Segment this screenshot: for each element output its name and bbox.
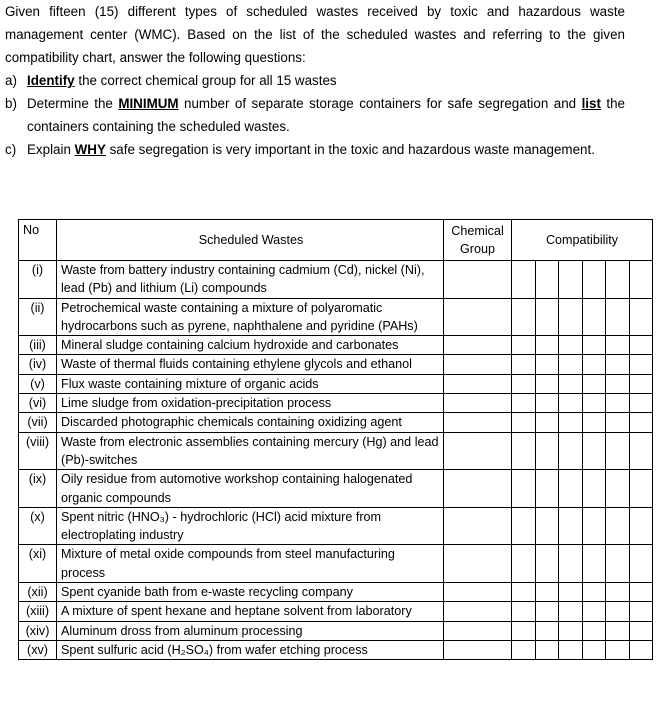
compatibility-cell[interactable] <box>629 621 653 640</box>
compatibility-cell[interactable] <box>629 413 653 432</box>
compatibility-cell[interactable] <box>582 413 606 432</box>
question-c: c) Explain WHY safe segregation is very important in the toxic and hazardous waste management. <box>5 138 625 161</box>
compatibility-cell[interactable] <box>535 413 559 432</box>
chemical-group-cell[interactable] <box>444 602 512 621</box>
compatibility-cell[interactable] <box>582 298 606 336</box>
compatibility-cell[interactable] <box>512 621 536 640</box>
compatibility-cell[interactable] <box>629 602 653 621</box>
compatibility-cell[interactable] <box>606 298 630 336</box>
table-row <box>19 298 653 336</box>
row-number: (vi) <box>19 394 57 413</box>
compatibility-cell[interactable] <box>559 432 583 470</box>
row-number: (x) <box>19 507 57 545</box>
compatibility-cell[interactable] <box>559 298 583 336</box>
waste-description: Mixture of metal oxide compounds from steel manufacturing process <box>57 545 444 583</box>
compatibility-cell[interactable] <box>535 374 559 393</box>
compatibility-cell[interactable] <box>606 583 630 602</box>
chemical-group-cell[interactable] <box>444 336 512 355</box>
compatibility-cell[interactable] <box>535 336 559 355</box>
compatibility-cell[interactable] <box>559 621 583 640</box>
compatibility-cell[interactable] <box>512 545 536 583</box>
compatibility-cell[interactable] <box>535 298 559 336</box>
compatibility-cell[interactable] <box>606 545 630 583</box>
compatibility-cell[interactable] <box>559 355 583 374</box>
table-row <box>19 413 653 432</box>
chemical-group-cell[interactable] <box>444 298 512 336</box>
emphasis: WHY <box>74 142 106 157</box>
compatibility-cell[interactable] <box>606 413 630 432</box>
compatibility-cell[interactable] <box>582 470 606 508</box>
compatibility-cell[interactable] <box>582 374 606 393</box>
compatibility-cell[interactable] <box>582 507 606 545</box>
compatibility-cell[interactable] <box>512 640 536 659</box>
emphasis: Identify <box>27 73 75 88</box>
compatibility-cell[interactable] <box>582 545 606 583</box>
header-wastes: Scheduled Wastes <box>57 220 444 261</box>
table-row <box>19 621 653 640</box>
compatibility-cell[interactable] <box>559 507 583 545</box>
chemical-group-cell[interactable] <box>444 545 512 583</box>
question-b: b) Determine the MINIMUM number of separate storage containers for safe segregation and list the containers containing the scheduled wastes. <box>5 92 625 138</box>
compatibility-cell[interactable] <box>582 602 606 621</box>
compatibility-cell[interactable] <box>559 640 583 659</box>
question-label: b) <box>5 96 17 111</box>
compatibility-cell[interactable] <box>535 470 559 508</box>
compatibility-cell[interactable] <box>559 470 583 508</box>
waste-description: Waste of thermal fluids containing ethylene glycols and ethanol <box>57 355 444 374</box>
compatibility-cell[interactable] <box>606 374 630 393</box>
table-row <box>19 374 653 393</box>
table-body <box>19 261 653 660</box>
waste-description: A mixture of spent hexane and heptane solvent from laboratory <box>57 602 444 621</box>
compatibility-cell[interactable] <box>512 261 536 299</box>
compatibility-cell[interactable] <box>512 507 536 545</box>
waste-description: Spent nitric (HNO₃) - hydrochloric (HCl) acid mixture from electroplating industry <box>57 507 444 545</box>
compatibility-cell[interactable] <box>559 374 583 393</box>
chemical-group-cell[interactable] <box>444 640 512 659</box>
compatibility-cell[interactable] <box>606 432 630 470</box>
table-row <box>19 355 653 374</box>
header-compatibility: Compatibility <box>512 220 653 261</box>
compatibility-cell[interactable] <box>512 583 536 602</box>
compatibility-cell[interactable] <box>535 432 559 470</box>
chemical-group-cell[interactable] <box>444 621 512 640</box>
compatibility-cell[interactable] <box>535 394 559 413</box>
compatibility-cell[interactable] <box>535 261 559 299</box>
row-number: (v) <box>19 374 57 393</box>
row-number: (vii) <box>19 413 57 432</box>
compatibility-cell[interactable] <box>629 394 653 413</box>
compatibility-cell[interactable] <box>606 640 630 659</box>
table-row <box>19 394 653 413</box>
chemical-group-cell[interactable] <box>444 470 512 508</box>
compatibility-cell[interactable] <box>629 374 653 393</box>
compatibility-cell[interactable] <box>535 507 559 545</box>
compatibility-cell[interactable] <box>606 355 630 374</box>
question-a: a) Identify the correct chemical group for all 15 wastes <box>5 69 625 92</box>
compatibility-cell[interactable] <box>559 583 583 602</box>
waste-description: Petrochemical waste containing a mixture of polyaromatic hydrocarbons such as pyrene, naphthalene and pyridine (PAHs) <box>57 298 444 336</box>
compatibility-cell[interactable] <box>582 583 606 602</box>
intro-paragraph: Given fifteen (15) different types of scheduled wastes received by toxic and hazardous waste management center (WMC). Based on the list of the scheduled wastes and referring to the given compatibility chart, answer the following questions: <box>5 4 625 65</box>
waste-description: Mineral sludge containing calcium hydroxide and carbonates <box>57 336 444 355</box>
table-row <box>19 583 653 602</box>
row-number: (xiii) <box>19 602 57 621</box>
compatibility-cell[interactable] <box>535 602 559 621</box>
compatibility-cell[interactable] <box>535 640 559 659</box>
row-number: (xiv) <box>19 621 57 640</box>
compatibility-cell[interactable] <box>606 470 630 508</box>
compatibility-cell[interactable] <box>606 336 630 355</box>
compatibility-cell[interactable] <box>582 640 606 659</box>
compatibility-cell[interactable] <box>582 394 606 413</box>
waste-description: Discarded photographic chemicals containing oxidizing agent <box>57 413 444 432</box>
compatibility-cell[interactable] <box>559 261 583 299</box>
row-number: (ix) <box>19 470 57 508</box>
compatibility-cell[interactable] <box>629 583 653 602</box>
waste-description: Spent sulfuric acid (H₂SO₄) from wafer etching process <box>57 640 444 659</box>
compatibility-cell[interactable] <box>535 355 559 374</box>
row-number: (xii) <box>19 583 57 602</box>
waste-description: Waste from electronic assemblies containing mercury (Hg) and lead (Pb)-switches <box>57 432 444 470</box>
chemical-group-cell[interactable] <box>444 507 512 545</box>
header-chemical-group: Chemical Group <box>444 220 512 261</box>
compatibility-cell[interactable] <box>512 470 536 508</box>
compatibility-cell[interactable] <box>512 298 536 336</box>
compatibility-cell[interactable] <box>606 394 630 413</box>
waste-description: Aluminum dross from aluminum processing <box>57 621 444 640</box>
compatibility-cell[interactable] <box>629 640 653 659</box>
compatibility-cell[interactable] <box>512 355 536 374</box>
table-row <box>19 507 653 545</box>
table-row <box>19 602 653 621</box>
row-number: (i) <box>19 261 57 299</box>
chemical-group-cell[interactable] <box>444 394 512 413</box>
compatibility-cell[interactable] <box>512 602 536 621</box>
table-row <box>19 432 653 470</box>
table-row <box>19 336 653 355</box>
question-intro <box>5 0 625 161</box>
compatibility-cell[interactable] <box>535 583 559 602</box>
compatibility-cell[interactable] <box>629 432 653 470</box>
row-number: (xi) <box>19 545 57 583</box>
compatibility-cell[interactable] <box>629 355 653 374</box>
compatibility-cell[interactable] <box>512 394 536 413</box>
compatibility-cell[interactable] <box>535 545 559 583</box>
table-row <box>19 545 653 583</box>
compatibility-cell[interactable] <box>629 298 653 336</box>
chemical-group-cell[interactable] <box>444 432 512 470</box>
compatibility-cell[interactable] <box>629 336 653 355</box>
compatibility-cell[interactable] <box>606 602 630 621</box>
chemical-group-cell[interactable] <box>444 583 512 602</box>
chemical-group-cell[interactable] <box>444 413 512 432</box>
compatibility-cell[interactable] <box>559 336 583 355</box>
emphasis: MINIMUM <box>118 96 179 111</box>
compatibility-cell[interactable] <box>512 413 536 432</box>
compatibility-cell[interactable] <box>559 394 583 413</box>
compatibility-cell[interactable] <box>582 355 606 374</box>
compatibility-cell[interactable] <box>606 261 630 299</box>
waste-description: Waste from battery industry containing cadmium (Cd), nickel (Ni), lead (Pb) and lithium (Li) compounds <box>57 261 444 299</box>
compatibility-cell[interactable] <box>606 621 630 640</box>
row-number: (ii) <box>19 298 57 336</box>
compatibility-cell[interactable] <box>629 545 653 583</box>
table-header-row <box>19 220 653 261</box>
compatibility-cell[interactable] <box>629 470 653 508</box>
row-number: (viii) <box>19 432 57 470</box>
table-row <box>19 470 653 508</box>
compatibility-cell[interactable] <box>559 545 583 583</box>
compatibility-cell[interactable] <box>559 602 583 621</box>
compatibility-cell[interactable] <box>582 432 606 470</box>
chemical-group-cell[interactable] <box>444 374 512 393</box>
header-no: No <box>19 220 57 261</box>
row-number: (iii) <box>19 336 57 355</box>
waste-description: Flux waste containing mixture of organic acids <box>57 374 444 393</box>
compatibility-cell[interactable] <box>512 374 536 393</box>
waste-description: Oily residue from automotive workshop containing halogenated organic compounds <box>57 470 444 508</box>
waste-description: Spent cyanide bath from e-waste recycling company <box>57 583 444 602</box>
question-label: c) <box>5 142 17 157</box>
table-row <box>19 261 653 299</box>
compatibility-cell[interactable] <box>512 432 536 470</box>
compatibility-cell[interactable] <box>582 336 606 355</box>
waste-description: Lime sludge from oxidation-precipitation process <box>57 394 444 413</box>
compatibility-cell[interactable] <box>582 261 606 299</box>
compatibility-cell[interactable] <box>629 507 653 545</box>
waste-table <box>18 219 653 660</box>
compatibility-cell[interactable] <box>559 413 583 432</box>
compatibility-cell[interactable] <box>512 336 536 355</box>
table-row <box>19 640 653 659</box>
row-number: (xv) <box>19 640 57 659</box>
compatibility-cell[interactable] <box>606 507 630 545</box>
chemical-group-cell[interactable] <box>444 355 512 374</box>
compatibility-cell[interactable] <box>582 621 606 640</box>
question-label: a) <box>5 73 17 88</box>
row-number: (iv) <box>19 355 57 374</box>
compatibility-cell[interactable] <box>629 261 653 299</box>
compatibility-cell[interactable] <box>535 621 559 640</box>
chemical-group-cell[interactable] <box>444 261 512 299</box>
emphasis: list <box>581 96 601 111</box>
